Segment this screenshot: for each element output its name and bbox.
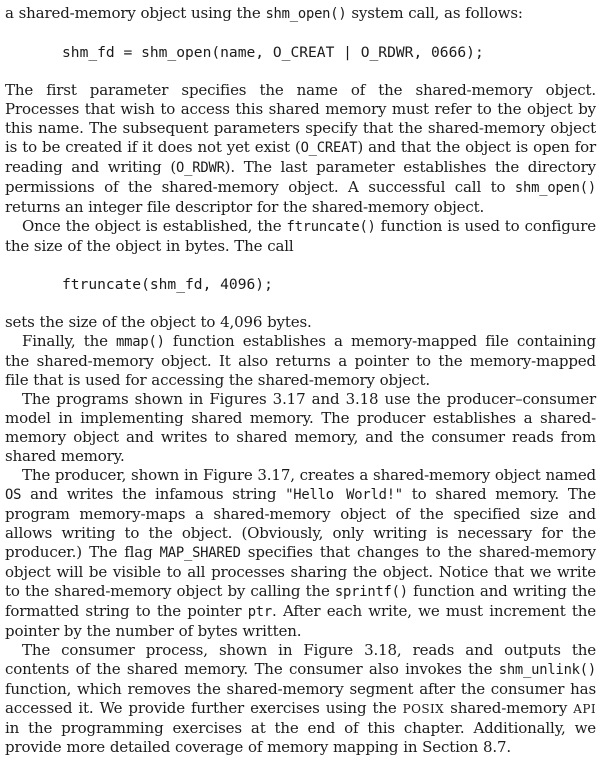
body-text: returns an integer file descriptor for the shared-memory object.	[5, 198, 485, 216]
inline-code: ftruncate()	[286, 219, 376, 235]
paragraph	[5, 466, 596, 641]
body-text: Finally, the	[22, 332, 117, 350]
paragraph	[5, 4, 596, 24]
body-text: specifies that changes to the shared-memory object will be visible to all processes sharing the object. Notice that we write to the shared-memory object by calling the	[5, 543, 596, 600]
body-text: ). The last parameter establishes the directory permissions of the shared-memory object. A successful call to	[5, 158, 597, 196]
inline-code: O_RDWR	[176, 160, 225, 176]
body-text: The programs shown in Figures 3.17 and 3.18 use the producer–consumer model in implementing shared memory. The producer establishes a shared-memory object and writes to shared memory, and the consumer reads from shared memory.	[5, 390, 596, 465]
body-text: . After each write, we must increment the pointer by the number of bytes written.	[5, 602, 596, 640]
inline-code: sprintf()	[334, 584, 408, 600]
inline-code: shm_open()	[514, 180, 596, 196]
body-text: function, which removes the shared-memory segment after the consumer has accessed it. We provide further exercises using the	[5, 680, 596, 717]
paragraph	[5, 81, 596, 217]
inline-code: OS	[5, 487, 22, 503]
code-block: ftruncate(shm_fd, 4096);	[62, 276, 273, 293]
paragraph	[5, 641, 596, 757]
paragraph	[5, 390, 596, 466]
smallcaps-text: POSIX	[402, 702, 445, 716]
paragraph	[5, 332, 596, 390]
inline-code: ptr	[247, 604, 273, 620]
body-text: The first parameter specifies the name of the shared-memory object. Processes that wish to access this shared memory must refer to the object by this name. The subsequent parameters specify that the shared-memory object is to be created if it does not yet exist (	[5, 81, 596, 156]
body-text: system call, as follows:	[346, 4, 523, 22]
inline-code: mmap()	[116, 334, 165, 350]
paragraph	[5, 217, 596, 256]
paragraph	[5, 313, 596, 332]
body-text: to shared memory. The program memory-maps a shared-memory object of the specified size and allows writing to the object. (Obviously, only writing is necessary for the producer.) The flag	[5, 485, 596, 561]
body-text: ) and that the object is open for reading and writing (	[5, 138, 596, 176]
body-text: and writes the infamous string	[21, 485, 286, 503]
body-text: Once the object is established, the	[22, 217, 287, 235]
code-block: shm_fd = shm_open(name, O_CREAT | O_RDWR, 0666);	[62, 44, 484, 61]
inline-code: O_CREAT	[300, 140, 358, 156]
inline-code: shm_open()	[265, 6, 347, 22]
inline-code: "Hello World!"	[285, 487, 403, 503]
body-text: a shared-memory object using the	[5, 4, 266, 22]
body-text: The consumer process, shown in Figure 3.18, reads and outputs the contents of the shared memory. The consumer also invokes the	[5, 641, 596, 678]
body-text: shared-memory	[444, 699, 574, 717]
body-text: function is used to configure the size of the object in bytes. The call	[5, 217, 596, 255]
body-text: The producer, shown in Figure 3.17, creates a shared-memory object named	[22, 466, 596, 484]
smallcaps-text: API	[573, 702, 596, 716]
inline-code: MAP_SHARED	[159, 545, 241, 561]
inline-code: shm_unlink()	[498, 662, 596, 678]
body-text: in the programming exercises at the end of this chapter. Additionally, we provide more detailed coverage of memory mapping in Section 8.7.	[5, 719, 596, 756]
document-content	[5, 4, 596, 757]
body-text: function establishes a memory-mapped file containing the shared-memory object. It also returns a pointer to the memory-mapped file that is used for accessing the shared-memory object.	[5, 332, 596, 389]
body-text: sets the size of the object to 4,096 bytes.	[5, 313, 312, 331]
body-text: function and writing the formatted string to the pointer	[5, 582, 596, 620]
